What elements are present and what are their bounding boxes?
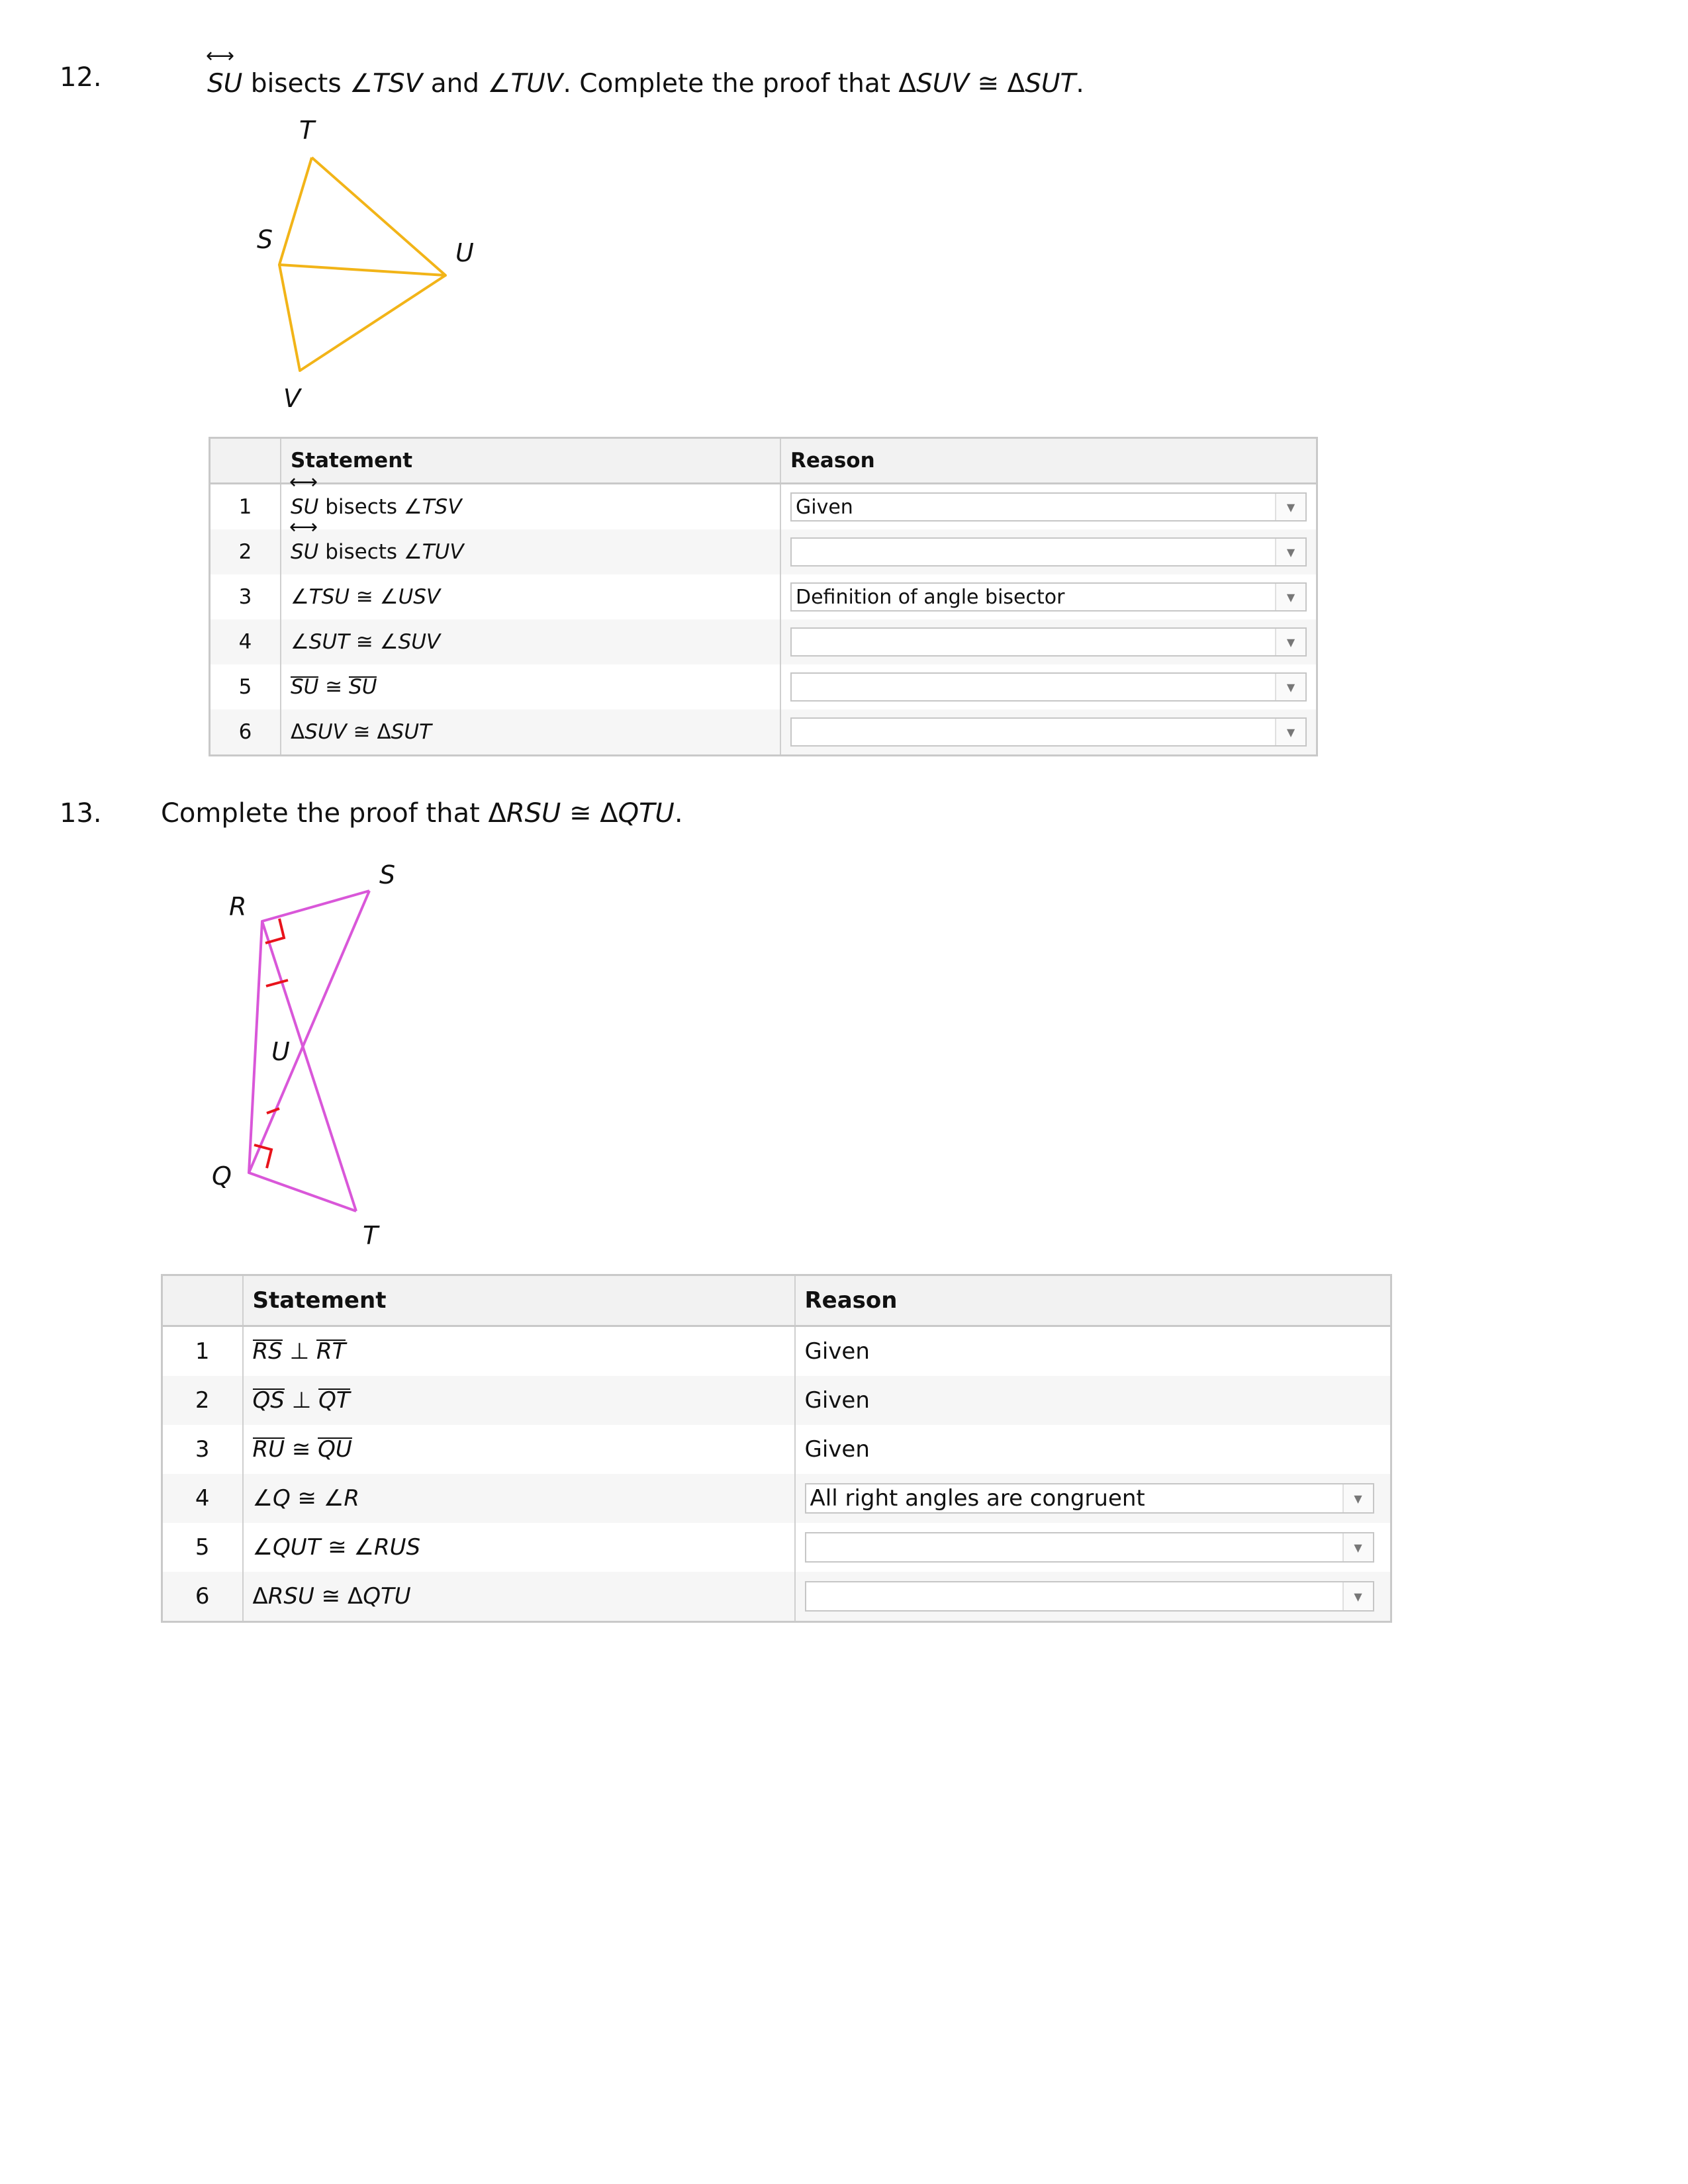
statement-cell: RS ⊥ RT xyxy=(243,1326,795,1377)
reason-dropdown[interactable] xyxy=(790,717,1307,747)
proof-table-12 xyxy=(209,437,1318,756)
row-number: 2 xyxy=(210,529,281,574)
row-number: 1 xyxy=(238,495,252,519)
table-row xyxy=(162,1523,1391,1572)
reason-dropdown[interactable] xyxy=(790,672,1307,702)
statement-header: Statement xyxy=(243,1275,795,1326)
table-row xyxy=(210,664,1317,709)
statement-cell: ΔRSU ≅ ΔQTU xyxy=(243,1572,795,1622)
statement-cell: SU ≅ SU xyxy=(281,664,780,709)
table-row xyxy=(210,574,1317,619)
row-number: 6 xyxy=(210,709,281,756)
ray-su: ⟷ SU xyxy=(207,69,242,99)
reason-text: Given xyxy=(795,1425,1391,1474)
table-row xyxy=(162,1572,1391,1622)
reason-dropdown[interactable]: All right angles are congruent ▼ xyxy=(805,1483,1374,1514)
dropdown-arrow-icon[interactable]: ▼ xyxy=(1275,629,1305,655)
proof-table-13 xyxy=(161,1274,1392,1623)
statement-cell: ⟷ SU bisects ∠TSV xyxy=(281,484,780,530)
reason-dropdown[interactable] xyxy=(790,537,1307,567)
kite-outline xyxy=(279,158,445,371)
vertex-label-t: T xyxy=(299,116,315,145)
reason-dropdown[interactable] xyxy=(805,1532,1374,1563)
table-row xyxy=(210,619,1317,664)
table-row xyxy=(210,529,1317,574)
dropdown-arrow-icon[interactable]: ▼ xyxy=(1342,1484,1373,1512)
table-row xyxy=(162,1425,1391,1474)
dropdown-arrow-icon[interactable]: ▼ xyxy=(1275,539,1305,565)
reason-text: Given xyxy=(795,1326,1391,1377)
statement-cell: ∠QUT ≅ ∠RUS xyxy=(243,1523,795,1572)
row-number: 3 xyxy=(238,585,252,609)
vertex-label-s: S xyxy=(257,225,273,254)
statement-cell: RU ≅ QU xyxy=(243,1425,795,1474)
row-number: 4 xyxy=(162,1474,243,1523)
statement-cell: ∠TSU ≅ ∠USV xyxy=(281,574,780,619)
dropdown-arrow-icon[interactable]: ▼ xyxy=(1342,1533,1373,1561)
dropdown-arrow-icon[interactable]: ▼ xyxy=(1275,494,1305,520)
vertex-label-r: R xyxy=(229,892,247,921)
reason-dropdown[interactable]: Given ▼ xyxy=(790,492,1307,522)
table-row xyxy=(162,1474,1391,1523)
statement-cell: ∠Q ≅ ∠R xyxy=(243,1474,795,1523)
vertex-label-s: S xyxy=(379,860,396,889)
dropdown-arrow-icon[interactable]: ▼ xyxy=(1275,584,1305,610)
row-number: 5 xyxy=(195,1534,210,1561)
table-row xyxy=(210,709,1317,756)
dropdown-arrow-icon[interactable]: ▼ xyxy=(1275,719,1305,745)
table-row xyxy=(210,484,1317,530)
vertex-label-t: T xyxy=(363,1221,379,1250)
vertex-label-v: V xyxy=(283,384,301,413)
table-row xyxy=(162,1376,1391,1425)
table-header xyxy=(162,1275,1391,1326)
statement-cell: ⟷ SU bisects ∠TUV xyxy=(281,529,780,574)
reason-dropdown[interactable] xyxy=(805,1581,1374,1612)
statement-cell: ΔSUV ≅ ΔSUT xyxy=(281,709,780,756)
reason-dropdown[interactable] xyxy=(790,627,1307,657)
row-number: 5 xyxy=(238,675,252,699)
vertex-label-u: U xyxy=(455,238,474,267)
kite-figure xyxy=(232,113,510,424)
row-number: 1 xyxy=(195,1338,210,1365)
question-13-prompt: Complete the proof that ΔRSU ≅ ΔQTU. xyxy=(161,798,683,829)
vertex-label-q: Q xyxy=(212,1161,232,1191)
question-13-number: 13. xyxy=(60,798,102,829)
statement-cell: QS ⊥ QT xyxy=(243,1376,795,1425)
row-number: 4 xyxy=(210,619,281,664)
dropdown-arrow-icon[interactable]: ▼ xyxy=(1275,674,1305,700)
row-number: 6 xyxy=(162,1572,243,1622)
bowtie-figure xyxy=(192,847,457,1257)
vertex-label-u: U xyxy=(271,1037,290,1066)
question-12-number: 12. xyxy=(60,62,102,93)
dropdown-arrow-icon[interactable]: ▼ xyxy=(1342,1582,1373,1610)
row-number: 2 xyxy=(162,1376,243,1425)
statement-cell: ∠SUT ≅ ∠SUV xyxy=(281,619,780,664)
table-header xyxy=(210,438,1317,484)
reason-header: Reason xyxy=(795,1275,1391,1326)
reason-header: Reason xyxy=(780,438,1317,484)
statement-header: Statement xyxy=(281,438,780,484)
reason-dropdown[interactable]: Definition of angle bisector ▼ xyxy=(790,582,1307,612)
row-number: 3 xyxy=(195,1436,210,1463)
reason-text: Given xyxy=(795,1376,1391,1425)
table-row xyxy=(162,1326,1391,1377)
question-12-prompt: ⟷ SU bisects ∠TSV and ∠TUV. Complete the proof that ΔSUV ≅ ΔSUT. xyxy=(207,69,1084,99)
